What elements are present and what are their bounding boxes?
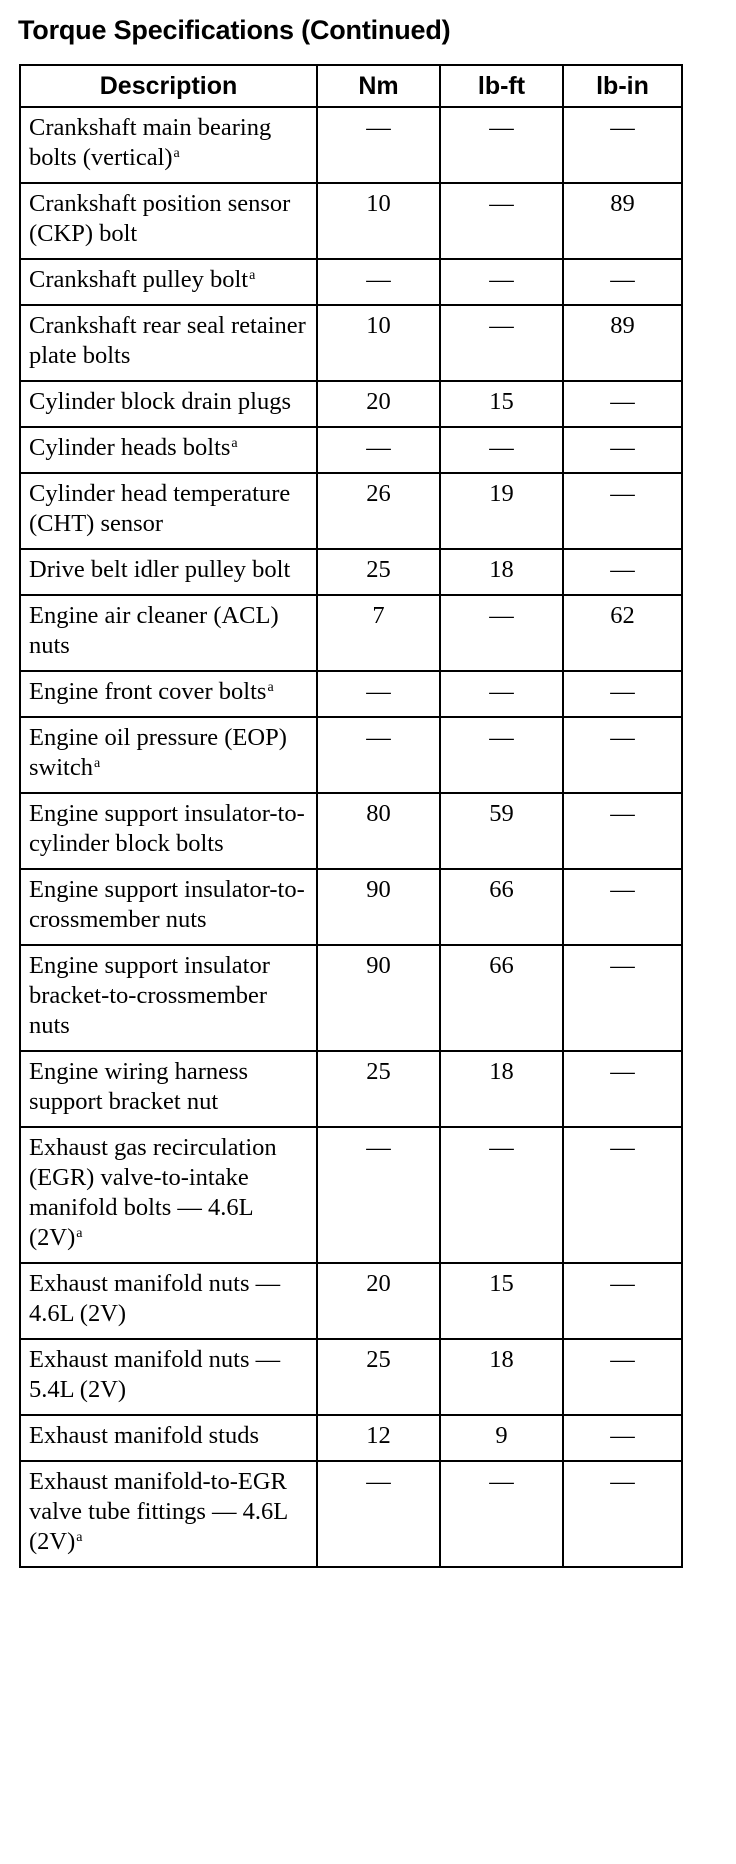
- table-row: [20, 549, 682, 595]
- cell-lbin: —: [563, 1051, 682, 1127]
- cell-lbft: —: [440, 717, 563, 793]
- table-row: [20, 595, 682, 671]
- cell-nm: 12: [317, 1415, 440, 1461]
- cell-nm: 25: [317, 549, 440, 595]
- cell-nm: —: [317, 1461, 440, 1567]
- description-text: Exhaust gas recirculation (EGR) valve-to-intake manifold bolts — 4.6L (2V): [29, 1134, 277, 1251]
- table-row: [20, 107, 682, 183]
- cell-lbft: —: [440, 427, 563, 473]
- table-row: [20, 1263, 682, 1339]
- cell-description: [20, 1339, 317, 1415]
- cell-lbft: 66: [440, 945, 563, 1051]
- cell-lbft: 9: [440, 1415, 563, 1461]
- cell-nm: 10: [317, 305, 440, 381]
- cell-description: [20, 305, 317, 381]
- footnote-marker: a: [76, 1530, 83, 1545]
- cell-lbft: —: [440, 1461, 563, 1567]
- cell-description: [20, 945, 317, 1051]
- description-text: Exhaust manifold nuts — 4.6L (2V): [29, 1270, 281, 1327]
- cell-lbft: —: [440, 305, 563, 381]
- description-text: Engine front cover bolts: [29, 678, 267, 705]
- table-row: [20, 427, 682, 473]
- description-text: Crankshaft position sensor (CKP) bolt: [29, 190, 291, 247]
- footnote-marker: a: [231, 436, 238, 451]
- cell-description: [20, 1415, 317, 1461]
- description-text: Crankshaft rear seal retainer plate bolts: [29, 312, 306, 369]
- table-row: [20, 1339, 682, 1415]
- cell-lbft: 18: [440, 549, 563, 595]
- table-row: [20, 183, 682, 259]
- cell-lbin: —: [563, 717, 682, 793]
- cell-nm: 10: [317, 183, 440, 259]
- column-header-description: Description: [20, 65, 317, 107]
- cell-nm: —: [317, 259, 440, 305]
- table-row: [20, 1461, 682, 1567]
- cell-description: [20, 473, 317, 549]
- cell-lbft: —: [440, 671, 563, 717]
- table-row: [20, 259, 682, 305]
- description-text: Engine oil pressure (EOP) switch: [29, 724, 287, 781]
- table-row: [20, 1415, 682, 1461]
- torque-spec-table: [19, 64, 683, 1568]
- description-text: Drive belt idler pulley bolt: [29, 556, 291, 583]
- table-row: [20, 1127, 682, 1263]
- cell-description: [20, 1051, 317, 1127]
- cell-lbin: —: [563, 259, 682, 305]
- cell-nm: 7: [317, 595, 440, 671]
- cell-description: [20, 259, 317, 305]
- cell-description: [20, 183, 317, 259]
- cell-nm: 90: [317, 869, 440, 945]
- cell-lbft: —: [440, 107, 563, 183]
- table-row: [20, 717, 682, 793]
- footnote-marker: a: [173, 146, 180, 161]
- cell-lbin: —: [563, 793, 682, 869]
- cell-lbft: —: [440, 1127, 563, 1263]
- table-row: [20, 473, 682, 549]
- cell-description: [20, 107, 317, 183]
- table-row: [20, 869, 682, 945]
- cell-lbft: —: [440, 259, 563, 305]
- cell-lbin: —: [563, 1263, 682, 1339]
- table-row: [20, 793, 682, 869]
- description-text: Cylinder head temperature (CHT) sensor: [29, 480, 291, 537]
- column-header-nm: Nm: [317, 65, 440, 107]
- cell-lbft: 66: [440, 869, 563, 945]
- cell-lbft: —: [440, 183, 563, 259]
- description-text: Cylinder block drain plugs: [29, 388, 291, 415]
- cell-lbin: —: [563, 473, 682, 549]
- cell-lbin: —: [563, 107, 682, 183]
- cell-lbin: —: [563, 549, 682, 595]
- description-text: Engine air cleaner (ACL) nuts: [29, 602, 279, 659]
- cell-description: [20, 1461, 317, 1567]
- cell-description: [20, 595, 317, 671]
- cell-lbft: 15: [440, 1263, 563, 1339]
- description-text: Engine support insulator-to-crossmember nuts: [29, 876, 305, 933]
- cell-lbin: —: [563, 427, 682, 473]
- cell-nm: 90: [317, 945, 440, 1051]
- cell-lbft: 59: [440, 793, 563, 869]
- cell-lbin: —: [563, 1339, 682, 1415]
- cell-lbin: —: [563, 671, 682, 717]
- cell-description: [20, 381, 317, 427]
- cell-description: [20, 549, 317, 595]
- cell-description: [20, 793, 317, 869]
- column-header-lbft: lb-ft: [440, 65, 563, 107]
- cell-description: [20, 671, 317, 717]
- cell-nm: 26: [317, 473, 440, 549]
- cell-nm: 25: [317, 1339, 440, 1415]
- cell-lbin: —: [563, 945, 682, 1051]
- table-row: [20, 381, 682, 427]
- footnote-marker: a: [76, 1226, 83, 1241]
- cell-nm: 20: [317, 381, 440, 427]
- cell-nm: 25: [317, 1051, 440, 1127]
- table-row: [20, 305, 682, 381]
- description-text: Exhaust manifold nuts — 5.4L (2V): [29, 1346, 281, 1403]
- cell-description: [20, 427, 317, 473]
- description-text: Cylinder heads bolts: [29, 434, 231, 461]
- cell-lbin: 89: [563, 183, 682, 259]
- table-header-row: [20, 65, 682, 107]
- cell-nm: —: [317, 717, 440, 793]
- cell-lbft: —: [440, 595, 563, 671]
- footnote-marker: a: [249, 268, 256, 283]
- cell-lbft: 18: [440, 1051, 563, 1127]
- cell-lbin: —: [563, 381, 682, 427]
- description-text: Exhaust manifold-to-EGR valve tube fittings — 4.6L (2V): [29, 1468, 288, 1555]
- cell-description: [20, 1127, 317, 1263]
- cell-nm: —: [317, 671, 440, 717]
- description-text: Crankshaft main bearing bolts (vertical): [29, 114, 272, 171]
- cell-nm: 20: [317, 1263, 440, 1339]
- table-row: [20, 945, 682, 1051]
- table-row: [20, 1051, 682, 1127]
- cell-description: [20, 869, 317, 945]
- page-title: Torque Specifications (Continued): [18, 15, 451, 45]
- cell-description: [20, 1263, 317, 1339]
- description-text: Engine support insulator-to-cylinder block bolts: [29, 800, 305, 857]
- cell-nm: —: [317, 427, 440, 473]
- description-text: Engine support insulator bracket-to-crossmember nuts: [29, 952, 270, 1039]
- cell-description: [20, 717, 317, 793]
- footnote-marker: a: [93, 756, 101, 771]
- cell-lbin: —: [563, 869, 682, 945]
- cell-lbin: 89: [563, 305, 682, 381]
- footnote-marker: a: [267, 680, 274, 695]
- table-body: [20, 107, 682, 1567]
- cell-lbin: —: [563, 1415, 682, 1461]
- cell-lbin: —: [563, 1461, 682, 1567]
- cell-nm: —: [317, 1127, 440, 1263]
- cell-lbft: 19: [440, 473, 563, 549]
- cell-lbin: 62: [563, 595, 682, 671]
- cell-nm: 80: [317, 793, 440, 869]
- table-row: [20, 671, 682, 717]
- cell-lbin: —: [563, 1127, 682, 1263]
- cell-nm: —: [317, 107, 440, 183]
- description-text: Exhaust manifold studs: [29, 1422, 260, 1449]
- description-text: Engine wiring harness support bracket nut: [29, 1058, 249, 1115]
- cell-lbft: 18: [440, 1339, 563, 1415]
- cell-lbft: 15: [440, 381, 563, 427]
- column-header-lbin: lb-in: [563, 65, 682, 107]
- description-text: Crankshaft pulley bolt: [29, 266, 249, 293]
